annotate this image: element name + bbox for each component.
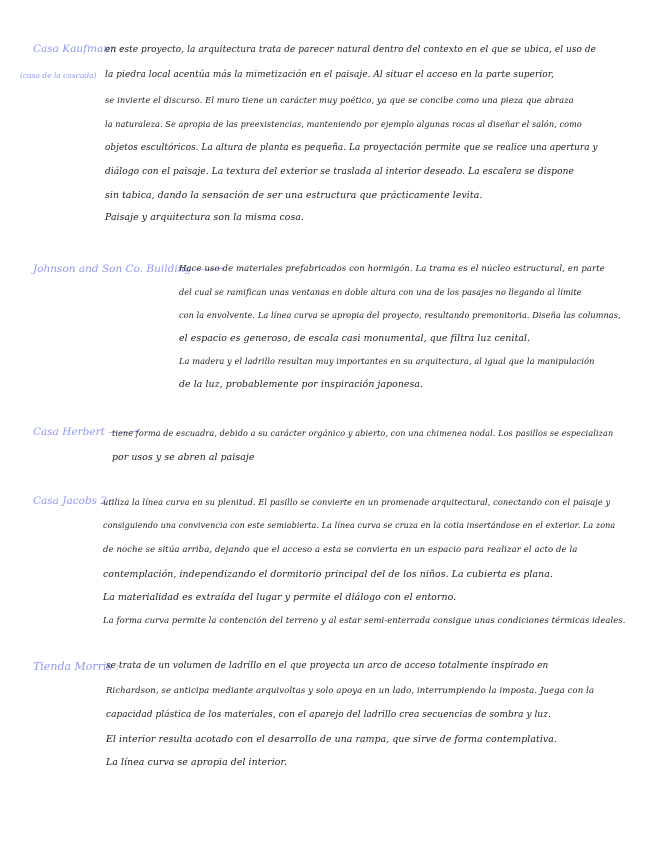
text-line: Richardson, se anticipa mediante arquivoltas y solo apoya en un lado, interrumpiendo la imposta. Juega con la [106, 686, 595, 696]
text-line: del cual se ramifican unas ventanas en doble altura con una de los pasajes no llegando al límite [179, 287, 582, 297]
text-line: Paisaje y arquitectura son la misma cosa. [105, 212, 305, 223]
entry-title: Casa Jacobs 2 : [33, 495, 114, 507]
text-line: Hace uso de materiales prefabricados con hormigón. La trama es el núcleo estructural, en parte [179, 264, 605, 274]
text-line: la piedra local acentúa más la mimetización en el paisaje. Al situar el acceso en la parte superior, [105, 70, 555, 80]
text-line: el espacio es generoso, de escala casi monumental, que filtra luz cenital. [179, 333, 531, 344]
text-line: La madera y el ladrillo resultan muy importantes en su arquitectura, al igual que la manipulación [179, 356, 595, 366]
text-line: la naturaleza. Se apropia de las preexistencias, manteniendo por ejemplo algunas rocas al diseñar el salón, como [105, 119, 582, 129]
text-line: La forma curva permite la contención del terreno y al estar semi-enterrada consigue unas condiciones térmicas ideales. [103, 615, 626, 625]
entry-title: Tienda Morris : [33, 660, 120, 673]
text-line: sin tabica, dando la sensación de ser una estructura que prácticamente levita. [105, 190, 483, 201]
text-line: de noche se sitúa arriba, dejando que el acceso a esta se convierta en un espacio para realizar el acto de la [103, 545, 578, 555]
text-line: objetos escultóricos. La altura de planta es pequeña. La proyectación permite que se realice una apertura y [105, 143, 598, 153]
text-line: se trata de un volumen de ladrillo en el que proyecta un arco de acceso totalmente inspirado en [106, 661, 549, 671]
text-line: diálogo con el paisaje. La textura del exterior se traslada al interior deseado. La escalera se dispone [105, 167, 574, 177]
text-line: consiguiendo una convivencia con este semiabierta. La línea curva se cruza en la cotia insertándose en el exterior. La zona [103, 521, 616, 530]
text-line: en este proyecto, la arquitectura trata de parecer natural dentro del contexto en el que se ubica, el uso de [105, 45, 597, 55]
text-line: utiliza la línea curva en su plenitud. El pasillo se convierte en un promenade arquitectural, conectando con el paisaje y [103, 497, 611, 507]
text-line: con la envolvente. La línea curva se apropia del proyecto, resultando premonitoria. Diseña las columnas, [179, 310, 621, 320]
text-line: tiene forma de escuadra, debido a su carácter orgánico y abierto, con una chimenea nodal. Los pasillos se especializan [112, 428, 614, 438]
text-line: La materialidad es extraída del lugar y permite el diálogo con el entorno. [103, 592, 457, 603]
text-line: La línea curva se apropia del interior. [106, 757, 288, 768]
entry-title: Johnson and Son Co. Building ——→ [33, 263, 225, 275]
text-line: se invierte el discurso. El muro tiene un carácter muy poético, ya que se concibe como una pieza que abraza [105, 95, 574, 105]
text-line: contemplación, independizando el dormitorio principal del de los niños. La cubierta es plana. [103, 569, 553, 580]
text-line: por usos y se abren al paisaje [112, 452, 255, 463]
entry-subtitle: (casa de la cascada) [20, 71, 97, 80]
entry-title: Casa Kaufmann : [33, 43, 124, 55]
text-line: de la luz, probablemente por inspiración japonesa. [179, 379, 424, 390]
text-line: capacidad plástica de los materiales, con el aparejo del ladrillo crea secuencias de sombra y luz. [106, 710, 551, 720]
entry-title: Casa Herbert ——→ [33, 426, 138, 438]
text-line: El interior resulta acotado con el desarrollo de una rampa, que sirve de forma contemplativa. [106, 734, 557, 745]
